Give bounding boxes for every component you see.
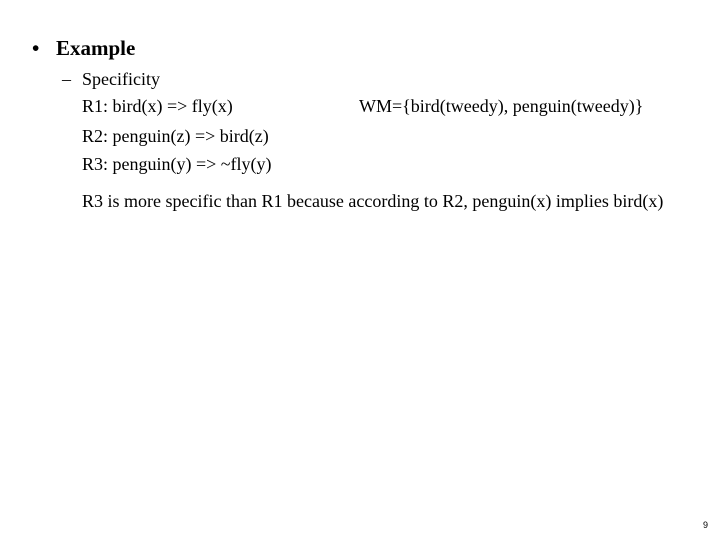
explanation-text: R3 is more specific than R1 because according to R2, penguin(x) implies bird(x) bbox=[82, 191, 664, 211]
slide-heading: Example bbox=[56, 36, 136, 60]
rule-r1: R1: bird(x) => fly(x) bbox=[82, 96, 233, 116]
subheading: Specificity bbox=[82, 69, 160, 89]
rule-r2: R2: penguin(z) => bird(z) bbox=[82, 126, 269, 146]
heading-bullet-row bbox=[32, 36, 135, 61]
bullet-icon: • bbox=[32, 36, 40, 60]
working-memory: WM={bird(tweedy), penguin(tweedy)} bbox=[359, 96, 644, 116]
page-number: 9 bbox=[702, 520, 708, 530]
dash-icon: – bbox=[62, 69, 71, 89]
subheading-row bbox=[62, 69, 160, 90]
rule-r3: R3: penguin(y) => ~fly(y) bbox=[82, 154, 272, 174]
